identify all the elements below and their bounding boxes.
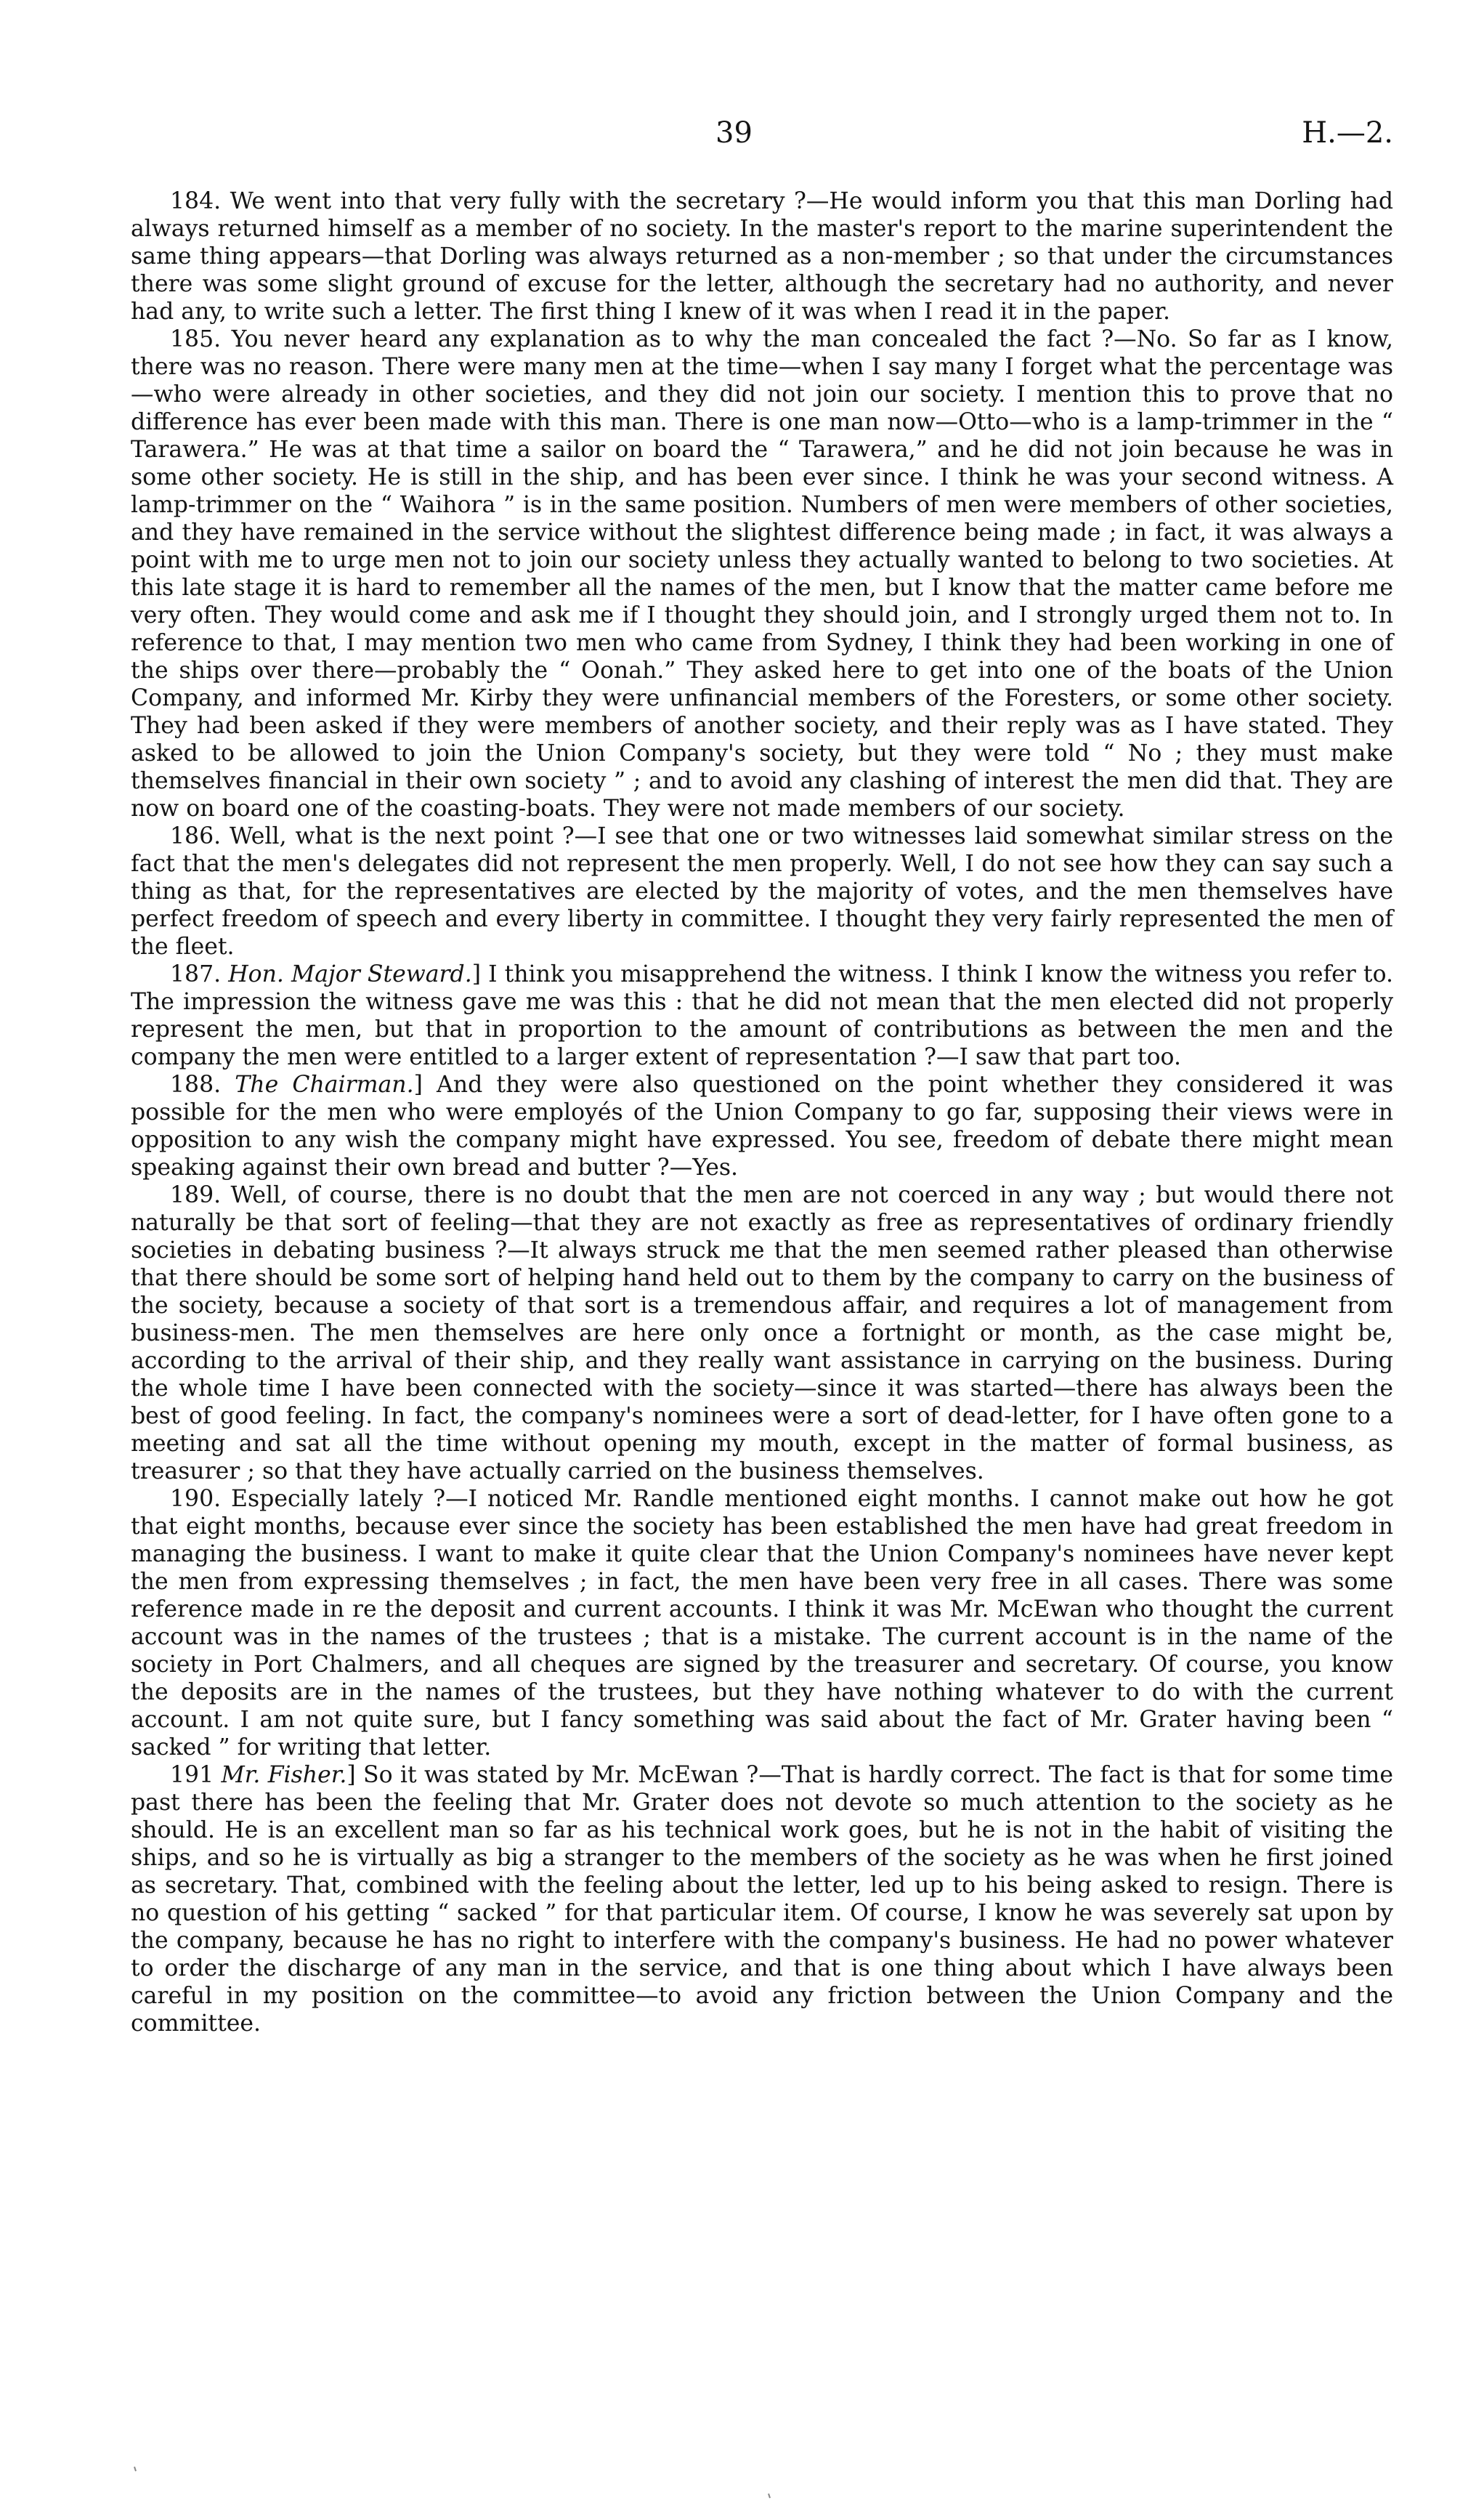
paragraph-text: ] So it was stated by Mr. McEwan ?—That is hardly correct. The fact is that for some time past there has been the feeling that Mr. Grater does not devote so much attention to the society as he should. He is an excellent man so far as his technical work goes, but he is not in the habit of visiting the ships, and so he is virtually as big a stranger to the members of the society as he was when he first joined as secretary. That, combined with the feeling about the letter, led up to his being asked to resign. There is no question of his getting “ sacked ” for that particular item. Of course, I know he was severely sat upon by the company, because he has no right to interfere with the company's business. He had no power whatever to order the discharge of any man in the service, and that is one thing about which I have always been careful in my position on the committee—to avoid any friction between the Union Company and the committee. [131, 1762, 1394, 2037]
question-number: 190. [170, 1486, 222, 1512]
testimony-body [131, 187, 1393, 2037]
paragraph-189 [131, 1181, 1393, 1485]
paragraph-text: ] And they were also questioned on the point whether they considered it was possible for the men who were employés of the Union Company to go far, supposing their views were in opposition to any wish the company might have expressed. You see, freedom of debate there might mean speaking against their own bread and butter ?—Yes. [131, 1072, 1393, 1181]
paragraph-184 [131, 187, 1393, 326]
question-number: 185. [170, 326, 222, 352]
page-number: 39 [715, 116, 753, 150]
paragraph-191 [131, 1761, 1393, 2037]
question-number: 184. [170, 188, 222, 214]
paragraph-text: ] I think you misapprehend the witness. I think I know the witness you refer to. The impression the witness gave me was this : that he did not mean that the men elected did not properly represent the men, but that in proportion to the amount of contributions as between the men and the company the men were entitled to a larger extent of representation ?—I saw that part too. [131, 961, 1393, 1070]
speaker-name: Hon. Major Steward. [228, 961, 472, 987]
paragraph-text: Well, of course, there is no doubt that the men are not coerced in any way ; but would there not naturally be that sort of feeling—that they are not exactly as free as representatives of ordinary friendly societies in debating business ?—It always struck me that the men seemed rather pleased than otherwise that there should be some sort of helping hand held out to them by the company to carry on the business of the society, because a society of that sort is a tremendous affair, and requires a lot of management from business-men. The men themselves are here only once a fortnight or month, as the case might be, according to the arrival of their ship, and they really want assistance in carrying on the business. During the whole time I have been connected with the society—since it was started—there has always been the best of good feeling. In fact, the company's nominees were a sort of dead-letter, for I have often gone to a meeting and sat all the time without opening my mouth, except in the matter of formal business, as treasurer ; so that they have actually carried on the business themselves. [131, 1182, 1393, 1484]
paragraph-187 [131, 961, 1393, 1071]
paragraph-186 [131, 822, 1393, 961]
question-number: 191 [170, 1762, 214, 1788]
document-reference: H.—2. [1302, 116, 1393, 150]
scan-speck [134, 2467, 136, 2471]
page-header [0, 116, 1484, 160]
paragraph-text: Especially lately ?—I noticed Mr. Randle mentioned eight months. I cannot make out how he got that eight months, because ever since the society has been established the men have had great freedom in managing the business. I want to make it quite clear that the Union Company's nominees have never kept the men from expressing themselves ; in fact, the men have been very free in all cases. There was some reference made in re the deposit and current accounts. I think it was Mr. McEwan who thought the current account was in the names of the trustees ; that is a mistake. The current account is in the name of the society in Port Chalmers, and all cheques are signed by the treasurer and secretary. Of course, you know the deposits are in the names of the trustees, but they have nothing whatever to do with the current account. I am not quite sure, but I fancy something was said about the fact of Mr. Grater having been “ sacked ” for writing that letter. [131, 1486, 1393, 1761]
question-number: 187. [170, 961, 222, 987]
question-number: 186. [170, 823, 222, 849]
speaker-name: The Chairman. [235, 1072, 414, 1098]
question-number: 189. [170, 1182, 222, 1208]
paragraph-text: We went into that very fully with the secretary ?—He would inform you that this man Dorling had always returned himself as a member of no society. In the master's report to the marine superintendent the same thing appears—that Dorling was always returned as a non-member ; so that under the circumstances there was some slight ground of excuse for the letter, although the secretary had no authority, and never had any, to write such a letter. The first thing I knew of it was when I read it in the paper. [131, 188, 1393, 325]
speaker-name: Mr. Fisher. [221, 1762, 347, 1788]
paragraph-text: You never heard any explanation as to why the man concealed the fact ?—No. So far as I know, there was no reason. There were many men at the time—when I say many I forget what the percentage was—who were already in other societies, and they did not join our society. I mention this to prove that no difference has ever been made with this man. There is one man now—Otto—who is a lamp-trimmer in the “ Tarawera.” He was at that time a sailor on board the “ Tarawera,” and he did not join because he was in some other society. He is still in the ship, and has been ever since. I think he was your second witness. A lamp-trimmer on the “ Waihora ” is in the same position. Numbers of men were members of other societies, and they have remained in the service without the slightest difference being made ; in fact, it was always a point with me to urge men not to join our society unless they actually wanted to belong to two societies. At this late stage it is hard to remember all the names of the men, but I know that the matter came before me very often. They would come and ask me if I thought they should join, and I strongly urged them not to. In reference to that, I may mention two men who came from Sydney, I think they had been working in one of the ships over there—probably the “ Oonah.” They asked here to get into one of the boats of the Union Company, and informed Mr. Kirby they were unfinancial members of the Foresters, or some other society. They had been asked if they were members of another society, and their reply was as I have stated. They asked to be allowed to join the Union Company's society, but they were told “ No ; they must make themselves financial in their own society ” ; and to avoid any clashing of interest the men did that. They are now on board one of the coasting-boats. They were not made members of our society. [131, 326, 1393, 822]
paragraph-185 [131, 326, 1393, 822]
paragraph-text: Well, what is the next point ?—I see that one or two witnesses laid somewhat similar stress on the fact that the men's delegates did not represent the men properly. Well, I do not see how they can say such a thing as that, for the representatives are elected by the majority of votes, and the men themselves have perfect freedom of speech and every liberty in committee. I thought they very fairly represented the men of the fleet. [131, 823, 1393, 960]
scan-speck [769, 2494, 770, 2498]
paragraph-188 [131, 1071, 1393, 1181]
question-number: 188. [170, 1072, 222, 1098]
paragraph-190 [131, 1485, 1393, 1761]
